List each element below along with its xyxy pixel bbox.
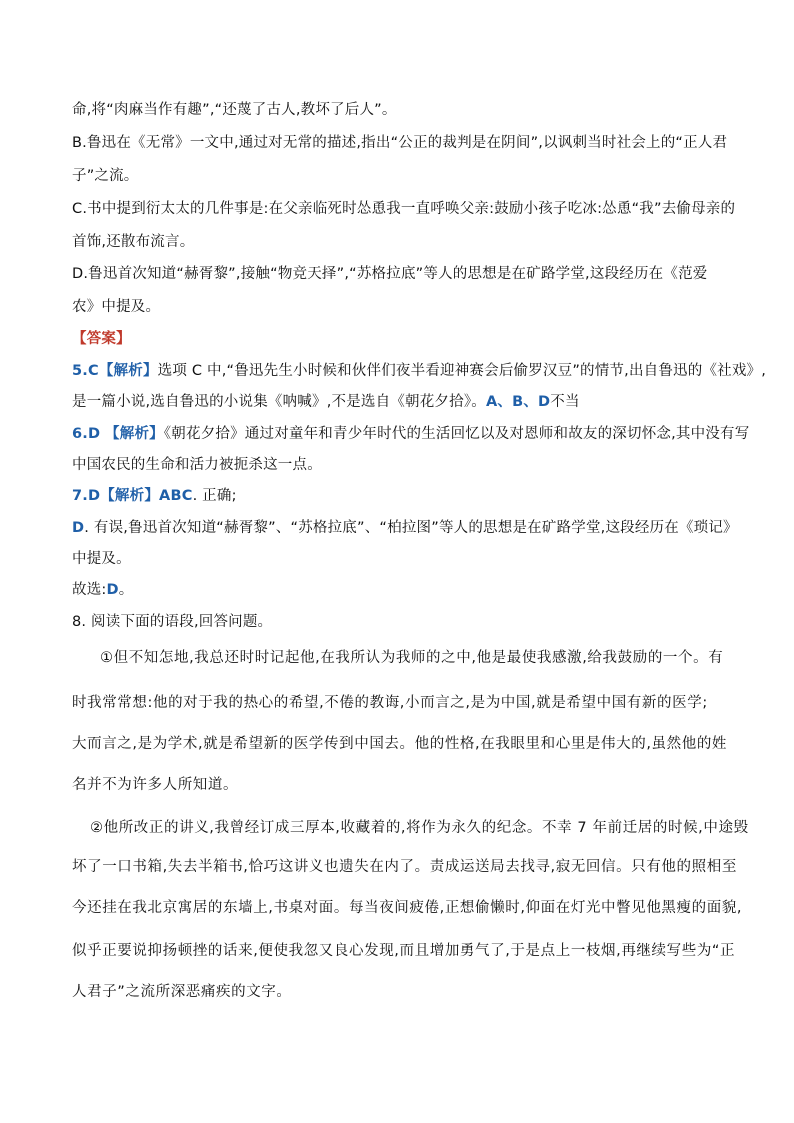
- answer-7-option-d: D: [72, 520, 85, 536]
- answer-5-text: 选项 C 中,“鲁迅先生小时候和伙伴们夜半看迎神赛会后偷罗汉豆”的情节,出自鲁迅的《社戏》,: [157, 363, 767, 379]
- answer-7-line: [72, 580, 133, 600]
- answer-5-line: [72, 361, 766, 381]
- passage-2-line: 坏了一口书箱,失去半箱书,恰巧这讲义也遗失在内了。责成运送局去找寻,寂无回信。只有他的照相至: [72, 859, 737, 875]
- text-line: 首饰,还散布流言。: [72, 234, 195, 250]
- passage-2-line: 今还挂在我北京寓居的东墙上,书桌对面。每当夜间疲倦,正想偷懒时,仰面在灯光中瞥见他黑瘦的面貌,: [72, 900, 743, 916]
- answer-5-text: 是一篇小说,选自鲁迅的小说集《呐喊》,不是选自《朝花夕拾》。: [72, 394, 486, 410]
- answer-7-text: . 正确;: [192, 488, 237, 504]
- answer-5-text: 不当: [550, 394, 580, 410]
- answer-7-line: [72, 486, 237, 506]
- analysis-label: 【解析】: [100, 488, 160, 504]
- answer-6-line: [72, 424, 749, 444]
- question-8-title: 8. 阅读下面的语段,回答问题。: [72, 614, 273, 630]
- answer-7-number: 7.D: [72, 488, 101, 504]
- passage-1-line: ①但不知怎地,我总还时时记起他,在我所认为我师的之中,他是最使我感激,给我鼓励的一个。有: [100, 650, 724, 666]
- answer-5-number: 5.C: [72, 363, 99, 379]
- answer-7-text: 故选:: [72, 582, 107, 598]
- answer-7-line: 中提及。: [72, 551, 131, 567]
- answer-6-number: 6.D: [72, 426, 101, 442]
- option-d-line: D.鲁迅首次知道“赫胥黎”,接触“物竞天择”,“苏格拉底”等人的思想是在矿路学堂,这段经历在《范爱: [72, 266, 708, 282]
- text-line: 子”之流。: [72, 168, 139, 184]
- passage-2-line: ②他所改正的讲义,我曾经订成三厚本,收藏着的,将作为永久的纪念。不幸 7 年前迁居的时候,中途毁: [90, 820, 749, 836]
- answer-7-line: [72, 518, 738, 538]
- analysis-label: 【解析】: [98, 363, 158, 379]
- text-line: 农》中提及。: [72, 299, 161, 315]
- answer-7-options: ABC: [159, 488, 193, 504]
- answer-7-text: . 有误,鲁迅首次知道“赫胥黎”、“苏格拉底”、“柏拉图”等人的思想是在矿路学堂,这段经历在《琐记》: [84, 520, 738, 536]
- passage-1-line: 名并不为许多人所知道。: [72, 777, 239, 793]
- analysis-label: 【解析】: [105, 426, 164, 442]
- answer-5-line: [72, 392, 580, 412]
- passage-1-line: 大而言之,是为学术,就是希望新的医学传到中国去。他的性格,在我眼里和心里是伟大的,虽然他的姓: [72, 736, 728, 752]
- answer-6-text: 《朝花夕拾》通过对童年和青少年时代的生活回忆以及对恩师和故友的深切怀念,其中没有写: [163, 426, 750, 442]
- option-b-line: B.鲁迅在《无常》一文中,通过对无常的描述,指出“公正的裁判是在阴间”,以讽刺当时社会上的“正人君: [72, 135, 728, 151]
- passage-1-line: 时我常常想:他的对于我的热心的希望,不倦的教诲,小而言之,是为中国,就是希望中国有新的医学;: [72, 695, 708, 711]
- answer-7-choice: D: [106, 582, 119, 598]
- text-line: 命,将“肉麻当作有趣”,“还蔑了古人,教坏了后人”。: [72, 102, 397, 118]
- option-c-line: C.书中提到衍太太的几件事是:在父亲临死时怂恿我一直呼唤父亲:鼓励小孩子吃冰:怂恿“我”去偷母亲的: [72, 201, 736, 217]
- answer-6-line: 中国农民的生命和活力被扼杀这一点。: [72, 457, 322, 473]
- answer-header: 【答案】: [72, 331, 131, 347]
- passage-2-line: 人君子”之流所深恶痛疾的文字。: [72, 984, 292, 1000]
- answer-5-options: A、B、D: [485, 394, 551, 410]
- passage-2-line: 似乎正要说抑扬顿挫的话来,便使我忽又良心发现,而且增加勇气了,于是点上一枝烟,再继续写些为“正: [72, 943, 736, 959]
- answer-7-text: 。: [118, 582, 134, 598]
